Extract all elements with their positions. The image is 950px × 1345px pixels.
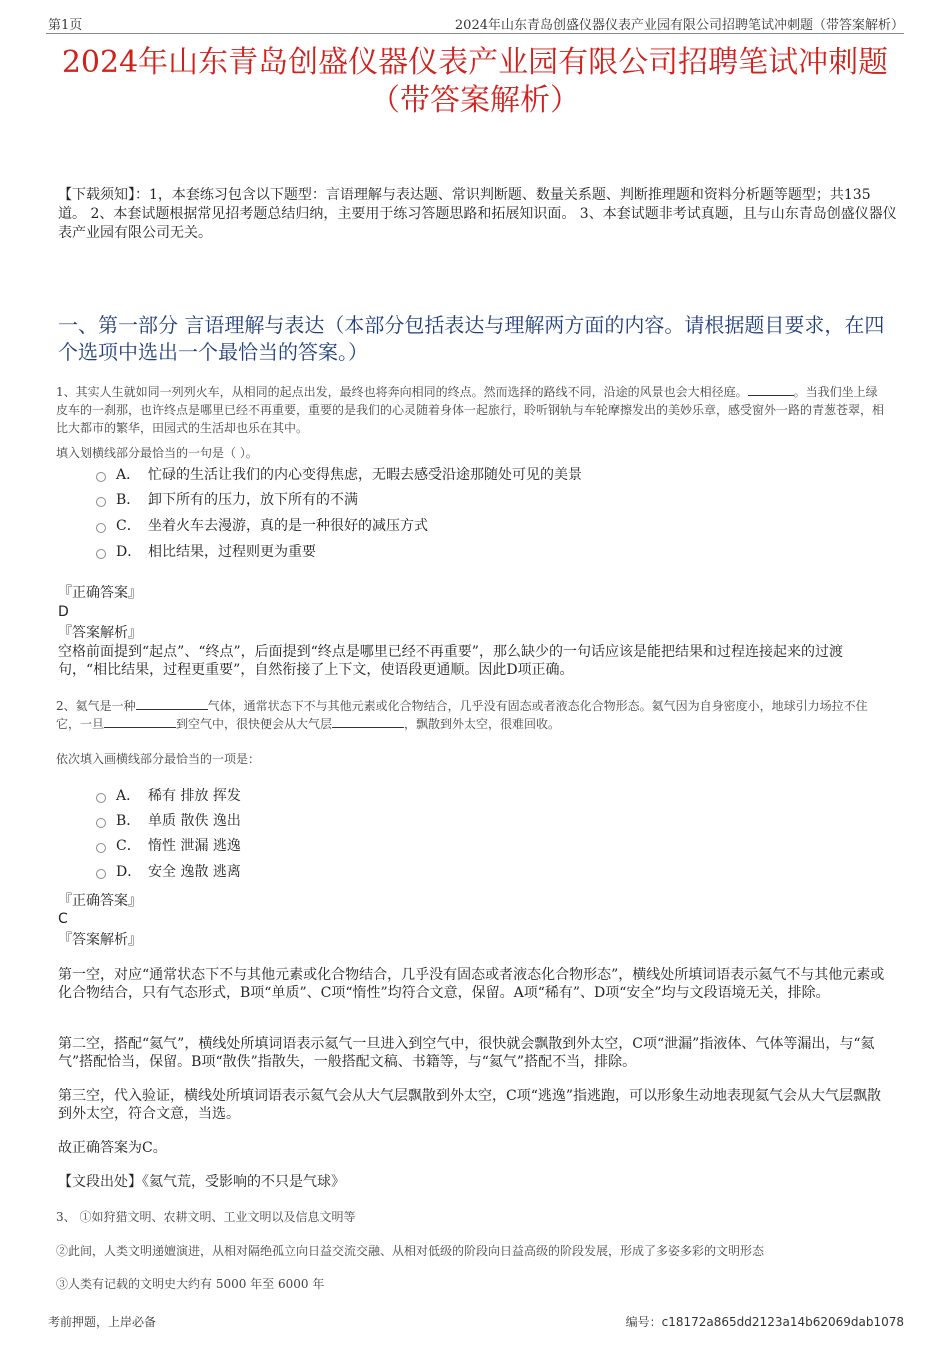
footer-code: [626, 1313, 904, 1330]
title-line-2: （带答案解析）: [370, 83, 580, 118]
analysis-text: 空格前面提到“起点”、“终点”，后面提到“终点是哪里已经不再重要”，那么缺少的一句话应该是能把结果和过程连接起来的过渡句，“相比结果，过程更重要”，自然衔接了上下文，使语段更通顺。因此D项正确。: [58, 644, 843, 678]
option-a[interactable]: [96, 465, 582, 485]
option-letter: C．: [116, 518, 141, 534]
question-2-prompt: 依次填入画横线部分最恰当的一项是：: [56, 752, 261, 766]
question-1-stem: [56, 383, 886, 437]
download-notice: 【下载须知】：1，本套练习包含以下题型：言语理解与表达题、常识判断题、数量关系题、判断推理题和资料分析题等题型；共135道。 2、本套试题根据常见招考题总结归纳，主要用于练习答题思路和拓展知识面。 3、本套试题非考试真题，且与山东青岛创盛仪器仪表产业园有限公司无关。: [58, 187, 897, 241]
page-number: 第1页: [48, 18, 83, 33]
option-letter: A．: [116, 467, 141, 483]
radio-icon[interactable]: [96, 869, 106, 879]
question-2-stem-part: 到空气中，很快便会从大气层: [176, 717, 333, 731]
footer-code-label: 编号：: [625, 1315, 662, 1329]
radio-icon[interactable]: [96, 472, 106, 482]
option-text: 稀有 排放 挥发: [148, 788, 241, 804]
question-1-stem-part-2: 。当我们坐上绿皮车的一刹那，也许终点是哪里已经不再重要，重要的是我们的心灵随着身体一起旅行，聆听钢轨与车轮摩擦发出的美妙乐章，感受窗外一路的青葱苍翠，相比大都市的繁华，田园式的生活却也乐在其中。: [56, 385, 885, 435]
question-1-prompt: 填入划横线部分最恰当的一句是（ ）。: [56, 446, 258, 460]
footer-code-value: c18172a865dd2123a14b62069dab1078: [661, 1315, 904, 1329]
analysis-paragraph: 第一空，对应“通常状态下不与其他元素或化合物结合，几乎没有固态或者液态化合物形态”，横线处所填词语表示氦气不与其他元素或化合物结合，只有气态形式，B项“单质”、C项“惰性”均符合文意，保留。A项“稀有”、D项“安全”均与文段语境无关，排除。: [58, 967, 885, 1001]
analysis-paragraph: 第三空，代入验证，横线处所填词语表示氦气会从大气层飘散到外太空，C项“逃逸”指逃跑，可以形象生动地表现氦气会从大气层飘散到外太空，符合文意，当选。: [58, 1088, 882, 1122]
option-letter: D．: [116, 544, 142, 560]
radio-icon[interactable]: [96, 793, 106, 803]
option-c[interactable]: [96, 836, 241, 856]
option-text: 惰性 泄漏 逃逸: [148, 838, 241, 854]
option-d[interactable]: [96, 862, 241, 882]
option-letter: A．: [116, 788, 141, 804]
section-heading: 一、第一部分 言语理解与表达（本部分包括表达与理解两方面的内容。请根据题目要求，在四个选项中选出一个最恰当的答案。）: [58, 313, 885, 364]
question-1-stem-part-1: 1、其实人生就如同一列列火车，从相同的起点出发，最终也将奔向相同的终点。然而选择的路线不同，沿途的风景也会大相径庭。: [56, 385, 748, 399]
analysis-paragraph: 第二空，搭配“氦气”，横线处所填词语表示氦气一旦进入到空气中，很快就会飘散到外太空，C项“泄漏”指液体、气体等漏出，与“氦气”搭配恰当，保留。B项“散佚”指散失，一般搭配文稿、书籍等，与“氦气”搭配不当，排除。: [58, 1036, 875, 1070]
document-title: [40, 44, 910, 120]
question-2-stem-part: 气体，通常状态下不与其他元素或化合物结合，几乎没有固态或者液态化合物形态。氦气因为自身密度小，地球引力场拉不住它，一旦: [56, 699, 868, 731]
correct-answer-label: 『正确答案』: [58, 585, 142, 601]
option-letter: B．: [116, 813, 141, 829]
question-2-stem-part: ，飘散到外太空，很难回收。: [404, 717, 561, 731]
correct-answer: D: [58, 604, 69, 620]
question-3-line-2: ②此间，人类文明递嬗演进，从相对隔绝孤立向日益交流交融、从相对低级的阶段向日益高级的阶段发展，形成了多姿多彩的文明形态: [56, 1244, 765, 1258]
option-b[interactable]: [96, 490, 358, 510]
passage-source: 【文段出处】《氦气荒，受影响的不只是气球》: [58, 1174, 345, 1190]
question-3-line-3: ③人类有记载的文明史大约有 5000 年至 6000 年: [56, 1277, 325, 1291]
option-letter: B．: [116, 492, 141, 508]
option-a[interactable]: [96, 786, 241, 806]
option-text: 单质 散佚 逸出: [148, 813, 241, 829]
question-2-stem-part: 2、氦气是一种: [56, 699, 136, 713]
correct-answer: C: [58, 911, 68, 927]
radio-icon[interactable]: [96, 497, 106, 507]
radio-icon[interactable]: [96, 843, 106, 853]
option-text: 坐着火车去漫游，真的是一种很好的减压方式: [148, 518, 428, 534]
correct-answer-label: 『正确答案』: [58, 893, 142, 909]
fill-blank: [748, 383, 794, 396]
option-d[interactable]: [96, 542, 316, 562]
option-letter: D．: [116, 864, 142, 880]
option-text: 相比结果，过程则更为重要: [148, 544, 316, 560]
question-2-stem: [56, 697, 886, 733]
option-letter: C．: [116, 838, 141, 854]
question-3-line-1: 3、 ①如狩猎文明、农耕文明、工业文明以及信息文明等: [56, 1210, 356, 1224]
analysis-label: 『答案解析』: [58, 625, 142, 641]
option-text: 安全 逸散 逃离: [148, 864, 241, 880]
analysis-conclusion: 故正确答案为C。: [58, 1140, 167, 1156]
option-text: 忙碌的生活让我们的内心变得焦虑，无暇去感受沿途那随处可见的美景: [148, 467, 582, 483]
radio-icon[interactable]: [96, 523, 106, 533]
option-b[interactable]: [96, 811, 241, 831]
fill-blank: [332, 715, 404, 728]
footer-slogan: 考前押题，上岸必备: [48, 1315, 157, 1329]
option-c[interactable]: [96, 516, 428, 536]
analysis-label: 『答案解析』: [58, 932, 142, 948]
header-divider: [46, 33, 904, 34]
fill-blank: [104, 715, 176, 728]
radio-icon[interactable]: [96, 549, 106, 559]
running-header-title: 2024年山东青岛创盛仪器仪表产业园有限公司招聘笔试冲刺题（带答案解析）: [454, 18, 904, 33]
fill-blank: [136, 697, 208, 710]
option-text: 卸下所有的压力，放下所有的不满: [148, 492, 358, 508]
radio-icon[interactable]: [96, 818, 106, 828]
title-line-1: 2024年山东青岛创盛仪器仪表产业园有限公司招聘笔试冲刺题: [61, 45, 889, 80]
